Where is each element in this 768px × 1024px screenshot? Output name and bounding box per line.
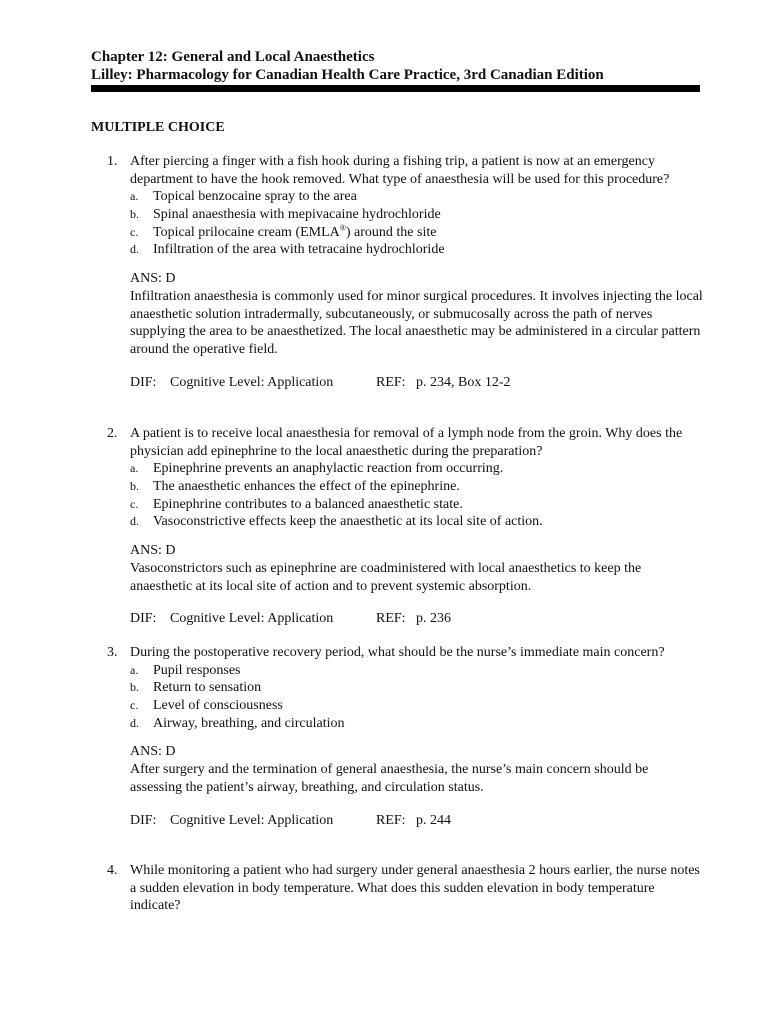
question-text: During the postoperative recovery period, what should be the nurse’s immediate main concern? bbox=[130, 645, 665, 660]
option-text: Infiltration of the area with tetracaine hydrochloride bbox=[153, 242, 445, 258]
answer-key: ANS: D bbox=[130, 271, 176, 287]
section-title: MULTIPLE CHOICE bbox=[91, 120, 225, 135]
dif-value: Cognitive Level: Application bbox=[170, 611, 334, 627]
question-text: A patient is to receive local anaesthesia for removal of a lymph node from the groin. Why does the physician add epinephrine to the local anaesthetic during the preparation? bbox=[130, 426, 683, 459]
question-number: 4. bbox=[107, 863, 118, 878]
option-b bbox=[130, 679, 703, 697]
option-text: Epinephrine contributes to a balanced anaesthetic state. bbox=[153, 496, 463, 512]
option-letter: d. bbox=[130, 715, 139, 730]
question-1 bbox=[91, 153, 703, 392]
ref-label: REF: bbox=[376, 611, 406, 627]
ref-value: p. 236 bbox=[416, 611, 451, 627]
ref-label: REF: bbox=[376, 374, 406, 390]
option-text: Epinephrine prevents an anaphylactic reaction from occurring. bbox=[153, 461, 504, 477]
option-text: Vasoconstrictive effects keep the anaesthetic at its local site of action. bbox=[153, 514, 543, 530]
option-text: Return to sensation bbox=[153, 680, 262, 696]
option-list bbox=[130, 460, 703, 531]
option-letter: a. bbox=[130, 189, 139, 204]
option-letter: c. bbox=[130, 224, 139, 239]
answer-rationale: Vasoconstrictors such as epinephrine are coadministered with local anaesthetics to keep the anaesthetic at its local site of action and to prevent systemic absorption. bbox=[130, 560, 642, 594]
option-letter: c. bbox=[130, 698, 139, 713]
question-4 bbox=[91, 862, 703, 915]
option-letter: b. bbox=[130, 207, 139, 222]
chapter-title: Chapter 12: General and Local Anaesthetics bbox=[91, 49, 375, 65]
question-meta bbox=[130, 812, 703, 830]
question-number: 2. bbox=[107, 426, 118, 441]
question-text: After piercing a finger with a fish hook during a fishing trip, a patient is now at an emergency department to have the hook removed. What type of anaesthesia will be used for this procedure? bbox=[130, 154, 670, 187]
dif-label: DIF: bbox=[130, 611, 157, 627]
option-text: Airway, breathing, and circulation bbox=[153, 715, 345, 731]
question-meta bbox=[130, 374, 703, 392]
answer-rationale: Infiltration anaesthesia is commonly used for minor surgical procedures. It involves injecting the local anaesthetic solution intradermally, subcutaneously, or submucosally across the path of nerves supplying the area to be anaesthetized. The local anaesthetic may be administered in a circular pattern around the operative field. bbox=[130, 288, 703, 357]
option-d bbox=[130, 513, 703, 531]
question-2 bbox=[91, 425, 703, 628]
option-a bbox=[130, 188, 703, 206]
answer-block bbox=[130, 542, 703, 595]
option-list bbox=[130, 188, 703, 259]
option-c bbox=[130, 697, 703, 715]
dif-label: DIF: bbox=[130, 812, 157, 828]
answer-rationale: After surgery and the termination of general anaesthesia, the nurse’s main concern should be assessing the patient’s airway, breathing, and circulation status. bbox=[130, 762, 649, 795]
option-letter: a. bbox=[130, 461, 139, 476]
answer-key: ANS: D bbox=[130, 744, 176, 760]
ref-value: p. 244 bbox=[416, 812, 451, 828]
answer-key: ANS: D bbox=[130, 543, 176, 559]
option-text: Topical benzocaine spray to the area bbox=[153, 189, 357, 205]
question-number: 1. bbox=[107, 154, 118, 169]
ref-value: p. 234, Box 12-2 bbox=[416, 374, 511, 390]
answer-block bbox=[130, 270, 703, 359]
header-rule bbox=[91, 85, 700, 92]
option-text: Spinal anaesthesia with mepivacaine hydrochloride bbox=[153, 207, 441, 223]
document-header bbox=[91, 48, 699, 84]
question-3 bbox=[91, 644, 703, 830]
option-letter: b. bbox=[130, 680, 139, 695]
dif-label: DIF: bbox=[130, 374, 157, 390]
option-text: Topical prilocaine cream (EMLA®) around the site bbox=[153, 223, 437, 240]
option-text: Level of consciousness bbox=[153, 698, 283, 714]
option-text: Pupil responses bbox=[153, 662, 241, 678]
option-letter: b. bbox=[130, 479, 139, 494]
option-letter: c. bbox=[130, 496, 139, 511]
option-c bbox=[130, 224, 703, 242]
option-a bbox=[130, 662, 703, 680]
question-number: 3. bbox=[107, 645, 118, 660]
option-a bbox=[130, 460, 703, 478]
option-d bbox=[130, 241, 703, 259]
option-b bbox=[130, 478, 703, 496]
option-b bbox=[130, 206, 703, 224]
option-list bbox=[130, 662, 703, 733]
option-c bbox=[130, 496, 703, 514]
dif-value: Cognitive Level: Application bbox=[170, 812, 334, 828]
option-d bbox=[130, 715, 703, 733]
option-letter: d. bbox=[130, 514, 139, 529]
option-letter: a. bbox=[130, 662, 139, 677]
dif-value: Cognitive Level: Application bbox=[170, 374, 334, 390]
book-title: Lilley: Pharmacology for Canadian Health Care Practice, 3rd Canadian Edition bbox=[91, 67, 604, 83]
option-letter: d. bbox=[130, 242, 139, 257]
question-text: While monitoring a patient who had surgery under general anaesthesia 2 hours earlier, the nurse notes a sudden elevation in body temperature. What does this sudden elevation in body temperature indicate? bbox=[130, 863, 700, 914]
question-meta bbox=[130, 610, 703, 628]
option-text: The anaesthetic enhances the effect of the epinephrine. bbox=[153, 479, 460, 495]
answer-block bbox=[130, 743, 703, 796]
ref-label: REF: bbox=[376, 812, 406, 828]
